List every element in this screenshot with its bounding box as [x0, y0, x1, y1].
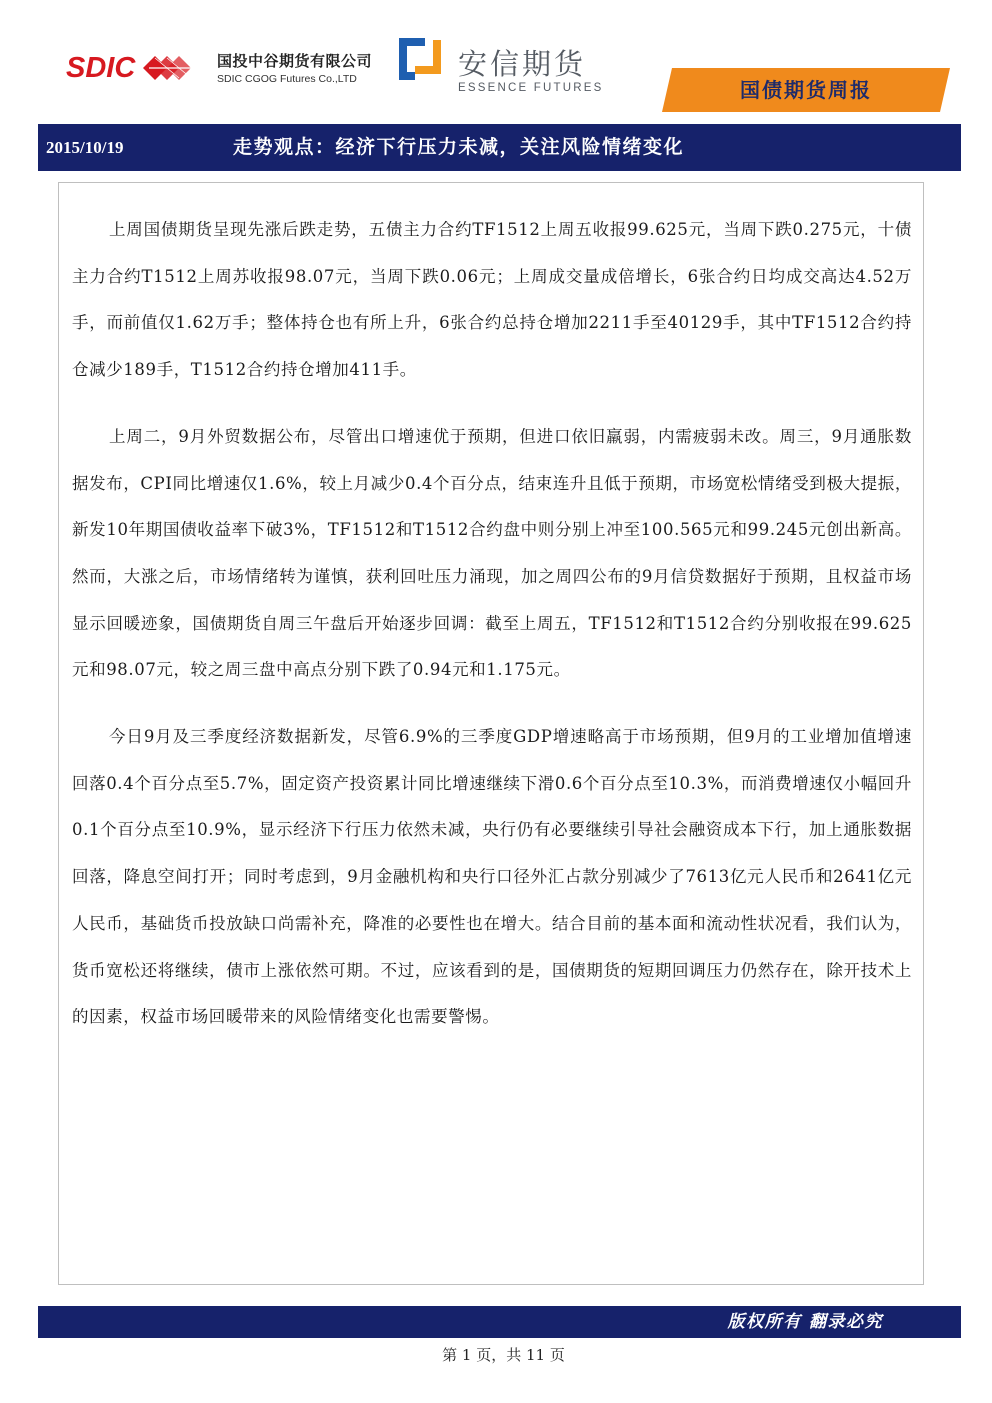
paragraph: 今日9月及三季度经济数据新发，尽管6.9%的三季度GDP增速略高于市场预期，但9月的工业增加值增速回落0.4个百分点至5.7%，固定资产投资累计同比增速继续下滑0.6个百分点至10.3%，而消费增速仅小幅回升0.1个百分点至10.9%，显示经济下行压力依然未减，央行仍有必要继续引导社会融资成本下行，加上通胀数据回落，降息空间打开；同时考虑到，9月金融机构和央行口径外汇占款分别减少了7613亿元人民币和2641亿元人民币，基础货币投放缺口尚需补充，降准的必要性也在增大。结合目前的基本面和流动性状况看，我们认为，货币宽松还将继续，债市上涨依然可期。不过，应该看到的是，国债期货的短期回调压力仍然存在，除开技术上的因素，权益市场回暖带来的风险情绪变化也需要警惕。	[72, 727, 912, 1027]
report-title: 走势观点：经济下行压力未减，关注风险情绪变化	[233, 136, 685, 158]
cgog-company-name	[217, 50, 387, 85]
cgog-name-cn: 国投中谷期货有限公司	[217, 52, 373, 70]
sdic-logo-text: SDIC	[66, 51, 136, 84]
report-type-tag	[662, 68, 950, 112]
footer-bar	[38, 1306, 961, 1338]
title-bar	[38, 124, 961, 171]
essence-square-mark-icon	[395, 32, 445, 80]
paragraph: 上周二，9月外贸数据公布，尽管出口增速优于预期，但进口依旧羸弱，内需疲弱未改。周三，9月通胀数据发布，CPI同比增速仅1.6%，较上月减少0.4个百分点，结束连升且低于预期，市场宽松情绪受到极大提振，新发10年期国债收益率下破3%，TF1512和T1512合约盘中则分别上冲至100.565元和99.245元创出新高。然而，大涨之后，市场情绪转为谨慎，获利回吐压力涌现，加之周四公布的9月信贷数据好于预期，且权益市场显示回暖迹象，国债期货自周三午盘后开始逐步回调：截至上周五，TF1512和T1512合约分别收报在99.625元和98.07元，较之周三盘中高点分别下跌了0.94元和1.175元。	[72, 426, 912, 680]
essence-company-name	[458, 48, 603, 94]
report-type-label: 国债期货周报	[740, 78, 872, 102]
copyright-notice: 版权所有 翻录必究	[727, 1312, 883, 1332]
content-body	[72, 207, 912, 1061]
cgog-name-en: SDIC CGOG Futures Co.,LTD	[217, 73, 357, 85]
report-date: 2015/10/19	[46, 138, 124, 157]
content-box	[58, 182, 924, 1285]
sdic-logo	[66, 50, 197, 86]
essence-name-cn: 安信期货	[458, 47, 587, 81]
paragraph: 上周国债期货呈现先涨后跌走势，五债主力合约TF1512上周五收报99.625元，当周下跌0.275元，十债主力合约T1512上周苏收报98.07元，当周下跌0.06元；上周成交量成倍增长，6张合约日均成交高达4.52万手，而前值仅1.62万手；整体持仓也有所上升，6张合约总持仓增加2211手至40129手，其中TF1512合约持仓减少189手，T1512合约持仓增加411手。	[72, 220, 912, 380]
page-number: 第 1 页，共 11 页	[442, 1346, 565, 1364]
essence-name-en: ESSENCE FUTURES	[458, 82, 604, 94]
sdic-diamond-mark-icon	[139, 50, 197, 86]
